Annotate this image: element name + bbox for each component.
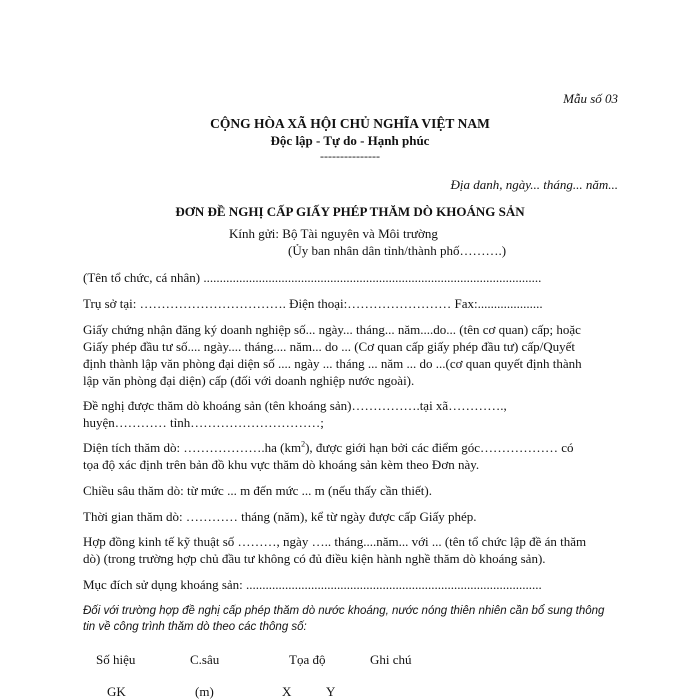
motto: Độc lập - Tự do - Hạnh phúc [270,133,430,148]
duration-line: Thời gian thăm dò: ………… tháng (năm), kể từ ngày được cấp Giấy phép. [83,509,477,524]
table-subheader-y: Y [326,684,336,699]
depth-line: Chiều sâu thăm dò: từ mức ... m đến mức ... m (nếu thấy cần thiết). [83,483,432,498]
request-line-2: huyện………… tỉnh…………………………; [83,415,324,430]
area-line-1 [83,440,574,456]
purpose-line: Mục đích sử dụng khoáng sản: ........................................................................................... [83,577,542,592]
document-title: ĐƠN ĐỀ NGHỊ CẤP GIẤY PHÉP THĂM DÒ KHOÁNG SẢN [175,204,525,219]
area-text-b: ), được giới hạn bởi các điểm góc……………… có [305,440,574,455]
table-header-depth: C.sâu [190,652,220,667]
table-subheader-unit: (m) [195,684,214,699]
table-subheader-x: X [282,684,292,699]
org-name-line: (Tên tổ chức, cá nhân) ........................................................................................................ [83,270,542,285]
recipient-line-1: Kính gửi: Bộ Tài nguyên và Môi trường [229,226,438,241]
address-line: Trụ sở tại: ……………………………. Điện thoại:…………………… Fax:.................... [83,296,543,311]
contract-line-1: Hợp đồng kinh tế kỹ thuật số ………, ngày ….. tháng....năm... với ... (tên tổ chức lập đề án thăm [83,534,587,549]
note-line-1: Đối với trường hợp đề nghị cấp phép thăm dò nước khoáng, nước nóng thiên nhiên cần bổ sung thông [83,605,605,617]
area-unit-exponent: 2 [301,439,306,449]
area-text-a: Diện tích thăm dò: ……………….ha (km [83,440,302,455]
table-header-notes: Ghi chú [370,652,412,667]
contract-line-2: dò) (trong trường hợp chủ đầu tư không có đủ điều kiện hành nghề thăm dò khoáng sản). [83,551,546,566]
request-line-1: Đề nghị được thăm dò khoáng sản (tên khoáng sản)…………….tại xã…………., [83,398,507,413]
place-date: Địa danh, ngày... tháng... năm... [450,177,618,192]
table-header-coordinates: Tọa độ [289,652,326,667]
form-number: Mẫu số 03 [563,91,618,106]
certificate-line-2: Giấy phép đầu tư số.... ngày.... tháng.... năm... do ... (Cơ quan cấp giấy phép đầu tư) cấp/Quyết [83,339,575,354]
country-heading: CỘNG HÒA XÃ HỘI CHỦ NGHĨA VIỆT NAM [210,116,490,131]
area-line-2: tọa độ xác định trên bản đồ khu vực thăm dò khoáng sản kèm theo Đơn này. [83,457,480,472]
table-subheader-gk: GK [107,684,126,699]
certificate-line-1: Giấy chứng nhận đăng ký doanh nghiệp số... ngày... tháng... năm....do... (tên cơ quan) cấp; hoặc [83,322,581,337]
table-header-id: Số hiệu [96,652,136,667]
certificate-line-3: định thành lập văn phòng đại diện số .... ngày ... tháng ... năm ... do ...(cơ quan quyết định thành [83,356,582,371]
note-line-2: tin về công trình thăm dò theo các thông số: [83,621,307,633]
recipient-line-2: (Ủy ban nhân dân tỉnh/thành phố……….) [288,243,507,258]
motto-divider: --------------- [320,149,380,163]
certificate-line-4: lập văn phòng đại diện) cấp (đối với doanh nghiệp nước ngoài). [83,373,415,388]
